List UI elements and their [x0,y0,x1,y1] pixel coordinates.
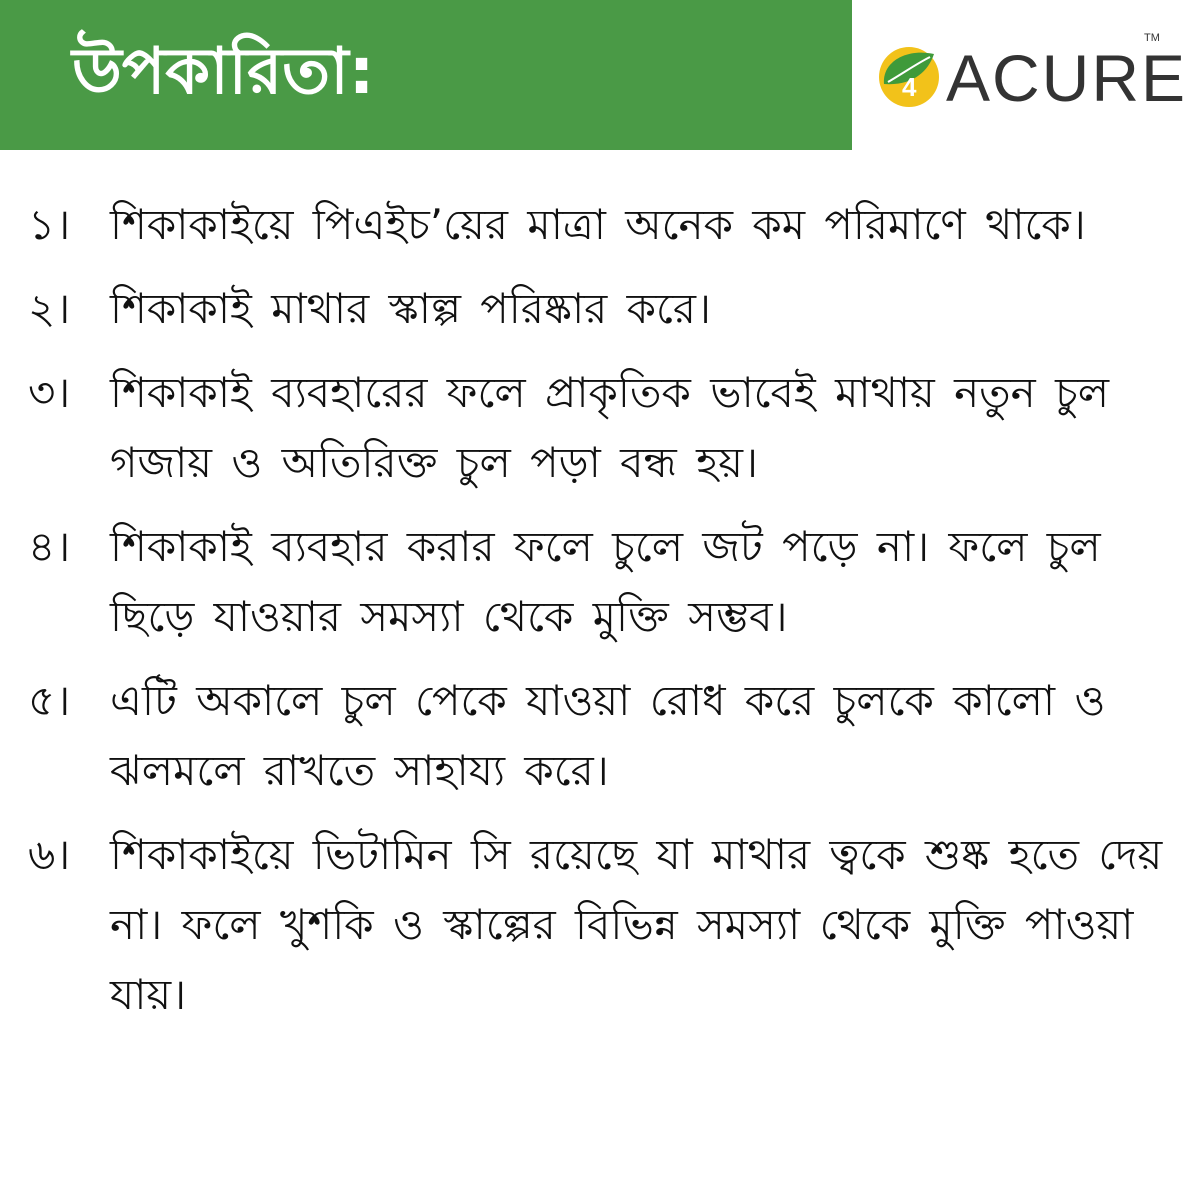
item-number: ৬। [28,830,71,879]
item-number: ৪। [28,522,71,571]
item-text: শিকাকাইয়ে ভিটামিন সি রয়েছে যা মাথার ত্বকে শুষ্ক হতে দেয় না। ফলে খুশকি ও স্কাল্পের বিভিন্ন সমস্যা থেকে মুক্তি পাওয়া যায়। [110,830,1163,1019]
svg-text:4: 4 [902,72,917,102]
list-item [28,666,1178,806]
acure-logo [876,32,1188,124]
item-text: এটি অকালে চুল পেকে যাওয়া রোধ করে চুলকে কালো ও ঝলমলে রাখতে সাহায্য করে। [110,676,1106,795]
list-item [28,512,1178,652]
item-text: শিকাকাই মাথার স্কাল্প পরিষ্কার করে। [110,284,712,333]
item-text: শিকাকাইয়ে পিএইচ’য়ের মাত্রা অনেক কম পরিমাণে থাকে। [110,200,1086,249]
item-text: শিকাকাই ব্যবহারের ফলে প্রাকৃতিক ভাবেই মাথায় নতুন চুল গজায় ও অতিরিক্ত চুল পড়া বন্ধ হয়। [110,368,1110,487]
header-bar [0,0,852,150]
list-item [28,190,1178,260]
leaf-logo-icon [876,44,942,110]
list-item [28,820,1178,1030]
item-text: শিকাকাই ব্যবহার করার ফলে চুলে জট পড়ে না। ফলে চুল ছিড়ে যাওয়ার সমস্যা থেকে মুক্তি সম্ভব। [110,522,1101,641]
logo-wordmark: ACURE [946,41,1188,115]
page-title: উপকারিতা: [72,35,375,109]
list-item [28,274,1178,344]
item-number: ২। [28,284,71,333]
item-number: ৫। [28,676,71,725]
trademark-mark: TM [1144,32,1160,44]
benefits-list [28,190,1178,1044]
item-number: ১। [28,200,71,249]
list-item [28,358,1178,498]
item-number: ৩। [28,368,71,417]
